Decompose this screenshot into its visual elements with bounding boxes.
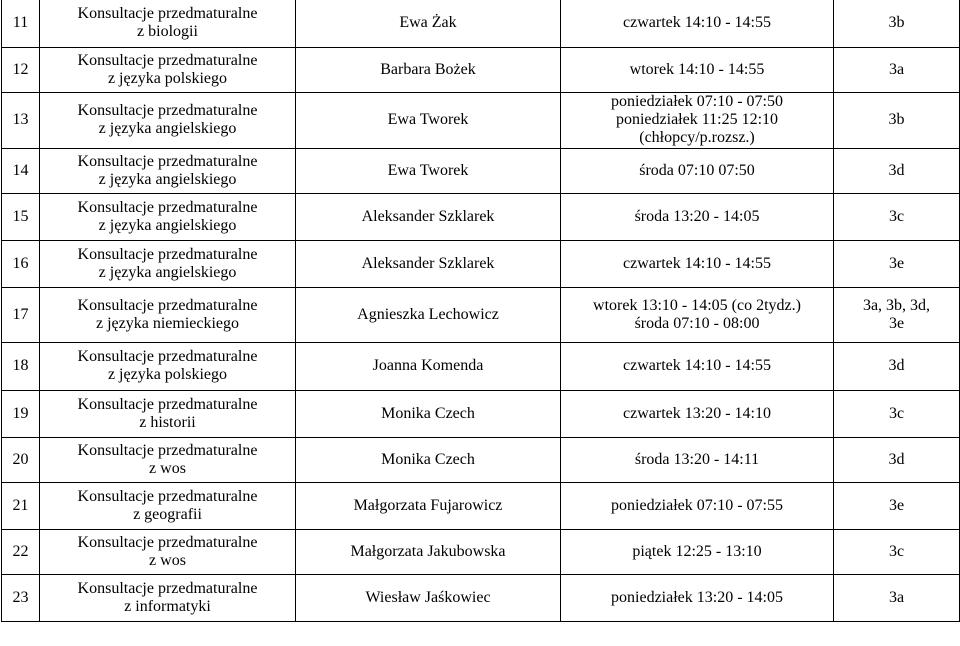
subject-line: z języka niemieckiego bbox=[95, 314, 240, 332]
subject-line: z języka angielskiego bbox=[98, 120, 237, 137]
time-cell bbox=[561, 482, 834, 529]
classes-line: 3b bbox=[888, 111, 905, 128]
subject-cell bbox=[40, 390, 296, 437]
subject-line: z historii bbox=[139, 413, 196, 431]
subject-line: z biologii bbox=[137, 23, 198, 41]
time-line: poniedziałek 07:10 - 07:50 bbox=[611, 93, 783, 110]
classes-line: 3e bbox=[888, 314, 905, 332]
time-cell bbox=[561, 240, 834, 287]
subject-cell bbox=[40, 193, 296, 240]
teacher-cell: Ewa Żak bbox=[296, 0, 561, 47]
teacher-cell: Aleksander Szklarek bbox=[296, 193, 561, 240]
subject-line: Konsultacje przedmaturalne bbox=[77, 441, 258, 459]
subject-line: z informatyki bbox=[124, 597, 211, 615]
consultation-table bbox=[1, 0, 960, 622]
subject-line: Konsultacje przedmaturalne bbox=[77, 533, 258, 551]
time-line: poniedziałek 11:25 12:10 bbox=[615, 111, 779, 128]
subject-line: Konsultacje przedmaturalne bbox=[77, 487, 258, 505]
subject-cell bbox=[40, 240, 296, 287]
time-cell bbox=[561, 437, 834, 482]
classes-cell bbox=[834, 240, 960, 287]
subject-line: Konsultacje przedmaturalne bbox=[77, 579, 258, 597]
time-cell bbox=[561, 529, 834, 574]
time-cell bbox=[561, 342, 834, 390]
classes-line: 3a bbox=[888, 60, 905, 78]
classes-cell bbox=[834, 437, 960, 482]
row-number-cell: 11 bbox=[2, 0, 40, 47]
row-number-cell: 17 bbox=[2, 287, 40, 342]
row-number-cell: 14 bbox=[2, 148, 40, 193]
subject-line: z języka polskiego bbox=[107, 366, 228, 383]
time-cell bbox=[561, 287, 834, 342]
classes-cell bbox=[834, 193, 960, 240]
subject-line: z języka angielskiego bbox=[98, 216, 237, 234]
time-line: środa 07:10 07:50 bbox=[639, 161, 755, 179]
classes-line: 3b bbox=[888, 14, 905, 32]
subject-line: z języka angielskiego bbox=[98, 263, 237, 281]
classes-cell bbox=[834, 342, 960, 390]
time-line: środa 13:20 - 14:05 bbox=[634, 207, 760, 225]
table-row bbox=[2, 148, 960, 193]
time-line: wtorek 14:10 - 14:55 bbox=[629, 60, 765, 78]
subject-line: z wos bbox=[149, 551, 186, 569]
subject-line: Konsultacje przedmaturalne bbox=[77, 198, 258, 216]
teacher-cell: Aleksander Szklarek bbox=[296, 240, 561, 287]
row-number-cell: 18 bbox=[2, 342, 40, 390]
subject-line: z języka polskiego bbox=[107, 69, 228, 87]
teacher-cell: Barbara Bożek bbox=[296, 47, 561, 92]
subject-cell bbox=[40, 529, 296, 574]
classes-line: 3e bbox=[888, 254, 905, 272]
table-row bbox=[2, 47, 960, 92]
subject-line: z wos bbox=[149, 459, 186, 477]
row-number-cell: 21 bbox=[2, 482, 40, 529]
time-line: czwartek 14:10 - 14:55 bbox=[623, 254, 771, 272]
time-line: czwartek 14:10 - 14:55 bbox=[623, 357, 771, 374]
teacher-cell: Ewa Tworek bbox=[296, 92, 561, 148]
time-cell bbox=[561, 390, 834, 437]
subject-cell bbox=[40, 482, 296, 529]
table-row bbox=[2, 574, 960, 621]
subject-line: z języka angielskiego bbox=[98, 170, 237, 188]
classes-line: 3c bbox=[888, 207, 905, 225]
time-line: czwartek 14:10 - 14:55 bbox=[623, 14, 771, 32]
classes-line: 3a, 3b, 3d, bbox=[862, 296, 931, 314]
time-line: piątek 12:25 - 13:10 bbox=[632, 542, 762, 560]
teacher-cell: Joanna Komenda bbox=[296, 342, 561, 390]
classes-cell bbox=[834, 92, 960, 148]
subject-cell bbox=[40, 0, 296, 47]
classes-cell bbox=[834, 390, 960, 437]
row-number-cell: 23 bbox=[2, 574, 40, 621]
classes-line: 3d bbox=[888, 357, 905, 374]
teacher-cell: Monika Czech bbox=[296, 390, 561, 437]
row-number-cell: 22 bbox=[2, 529, 40, 574]
row-number-cell: 20 bbox=[2, 437, 40, 482]
time-cell bbox=[561, 148, 834, 193]
time-line: poniedziałek 13:20 - 14:05 bbox=[611, 588, 783, 606]
subject-line: Konsultacje przedmaturalne bbox=[77, 348, 258, 365]
table-row bbox=[2, 0, 960, 47]
subject-line: z geografii bbox=[133, 505, 202, 523]
teacher-cell: Ewa Tworek bbox=[296, 148, 561, 193]
table-row bbox=[2, 193, 960, 240]
time-line: czwartek 13:20 - 14:10 bbox=[623, 404, 771, 422]
time-cell bbox=[561, 47, 834, 92]
subject-line: Konsultacje przedmaturalne bbox=[77, 102, 258, 119]
time-cell bbox=[561, 193, 834, 240]
classes-line: 3c bbox=[888, 404, 905, 422]
table-row bbox=[2, 482, 960, 529]
subject-line: Konsultacje przedmaturalne bbox=[77, 296, 258, 314]
subject-cell bbox=[40, 437, 296, 482]
classes-cell bbox=[834, 148, 960, 193]
classes-line: 3d bbox=[888, 161, 905, 179]
row-number-cell: 13 bbox=[2, 92, 40, 148]
time-line: środa 13:20 - 14:11 bbox=[634, 450, 760, 468]
time-line: (chłopcy/p.rozsz.) bbox=[639, 129, 755, 146]
time-line: wtorek 13:10 - 14:05 (co 2tydz.) bbox=[593, 296, 801, 314]
subject-line: Konsultacje przedmaturalne bbox=[77, 395, 258, 413]
table-row bbox=[2, 529, 960, 574]
table-row bbox=[2, 240, 960, 287]
classes-line: 3d bbox=[888, 450, 905, 468]
subject-line: Konsultacje przedmaturalne bbox=[77, 152, 258, 170]
subject-line: Konsultacje przedmaturalne bbox=[77, 51, 258, 69]
classes-cell bbox=[834, 574, 960, 621]
table-row bbox=[2, 342, 960, 390]
subject-line: Konsultacje przedmaturalne bbox=[77, 5, 258, 23]
classes-line: 3c bbox=[888, 542, 905, 560]
subject-cell bbox=[40, 47, 296, 92]
row-number-cell: 15 bbox=[2, 193, 40, 240]
table-body bbox=[2, 0, 960, 621]
subject-cell bbox=[40, 287, 296, 342]
time-line: środa 07:10 - 08:00 bbox=[634, 314, 760, 332]
classes-cell bbox=[834, 0, 960, 47]
time-line: poniedziałek 07:10 - 07:55 bbox=[611, 496, 783, 514]
row-number-cell: 12 bbox=[2, 47, 40, 92]
time-cell bbox=[561, 92, 834, 148]
table-row bbox=[2, 92, 960, 148]
time-cell bbox=[561, 0, 834, 47]
teacher-cell: Agnieszka Lechowicz bbox=[296, 287, 561, 342]
table-row bbox=[2, 437, 960, 482]
subject-cell bbox=[40, 148, 296, 193]
classes-cell bbox=[834, 529, 960, 574]
classes-line: 3e bbox=[888, 496, 905, 514]
classes-line: 3a bbox=[888, 588, 905, 606]
subject-cell bbox=[40, 574, 296, 621]
subject-line: Konsultacje przedmaturalne bbox=[77, 245, 258, 263]
teacher-cell: Małgorzata Jakubowska bbox=[296, 529, 561, 574]
row-number-cell: 19 bbox=[2, 390, 40, 437]
time-cell bbox=[561, 574, 834, 621]
classes-cell bbox=[834, 287, 960, 342]
teacher-cell: Małgorzata Fujarowicz bbox=[296, 482, 561, 529]
classes-cell bbox=[834, 482, 960, 529]
table-row bbox=[2, 287, 960, 342]
teacher-cell: Wiesław Jaśkowiec bbox=[296, 574, 561, 621]
table-row bbox=[2, 390, 960, 437]
teacher-cell: Monika Czech bbox=[296, 437, 561, 482]
subject-cell bbox=[40, 342, 296, 390]
row-number-cell: 16 bbox=[2, 240, 40, 287]
subject-cell bbox=[40, 92, 296, 148]
classes-cell bbox=[834, 47, 960, 92]
